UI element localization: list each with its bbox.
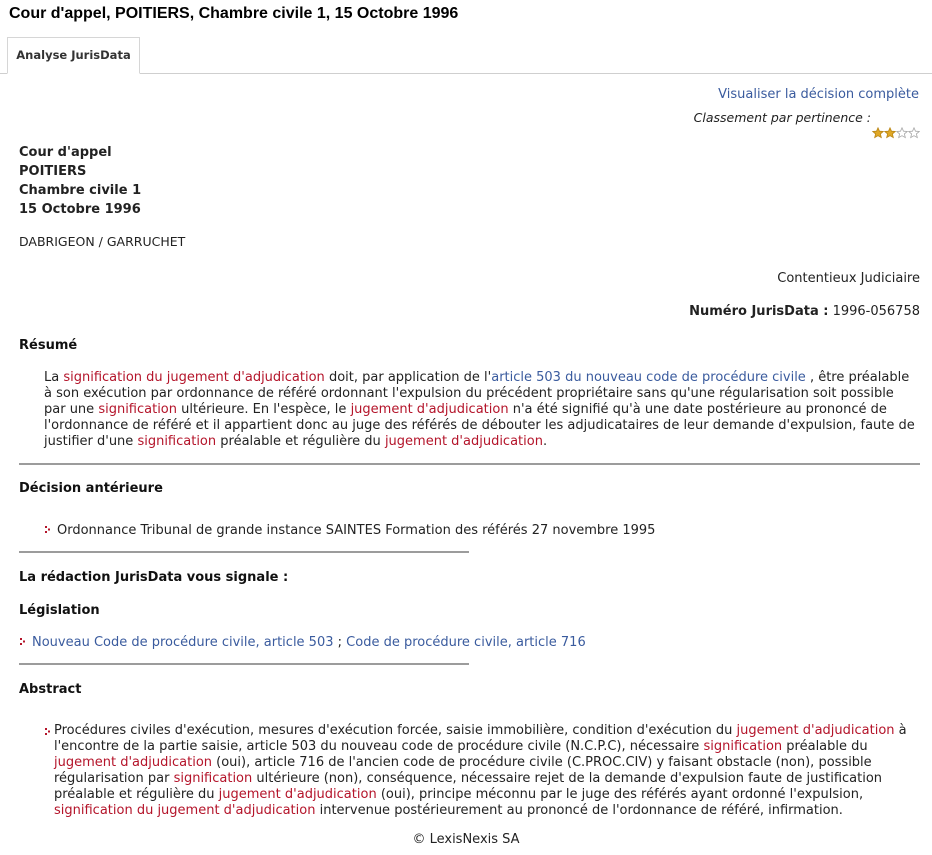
- case-category: Contentieux Judiciaire: [777, 271, 920, 286]
- jurisdata-number: 1996-056758: [832, 304, 920, 319]
- divider: [19, 663, 469, 665]
- abstract-text: [54, 723, 919, 819]
- highlighted-term: jugement d'adjudication: [218, 787, 377, 802]
- abstract-heading: Abstract: [19, 682, 82, 697]
- highlighted-term: signification du jugement d'adjudication: [54, 803, 316, 818]
- ranking-stars: [872, 127, 920, 139]
- text-segment: doit, par application de l': [324, 370, 492, 385]
- highlighted-term: jugement d'adjudication: [350, 402, 509, 417]
- jurisdata-number-label: Numéro JurisData :: [689, 304, 829, 319]
- text-segment: ultérieure. En l'espèce, le: [177, 402, 351, 417]
- highlighted-term: signification du jugement d'adjudication: [63, 370, 325, 385]
- redaction-heading: La rédaction JurisData vous signale :: [19, 570, 289, 585]
- bullet-icon: [44, 525, 53, 534]
- bullet-icon: [19, 637, 28, 646]
- text-segment: Procédures civiles d'exécution, mesures d'exécution forcée, saisie immobilière, condition d'exécution du: [54, 723, 737, 738]
- decision-anterieure-item: [44, 523, 655, 538]
- text-segment: à l'encontre de la partie saisie, article 503 du nouveau code de procédure civile (N.C.P.C), nécessaire: [54, 723, 907, 754]
- tab-bar: [0, 37, 932, 74]
- court-city: POITIERS: [19, 164, 87, 179]
- legislation-separator: ;: [337, 635, 343, 650]
- text-segment: , être préalable à son exécution par ordonnance de référé ordonnant l'expulsion du précédent propriétaire sans qu'une régularisation soit possible par une: [44, 370, 910, 417]
- text-segment: préalable du: [782, 739, 868, 754]
- jurisdata-number-row: [689, 304, 920, 319]
- highlighted-term: jugement d'adjudication: [736, 723, 895, 738]
- star-filled-icon: [872, 127, 884, 139]
- legislation-heading: Législation: [19, 603, 100, 618]
- star-empty-icon: [908, 127, 920, 139]
- star-empty-icon: [896, 127, 908, 139]
- star-filled-icon: [884, 127, 896, 139]
- parties: DABRIGEON / GARRUCHET: [19, 234, 186, 249]
- text-segment: préalable et régulière du: [216, 434, 385, 449]
- divider: [19, 463, 920, 465]
- divider: [19, 551, 469, 553]
- text-segment: intervenue postérieurement au prononcé de l'ordonnance de référé, infirmation.: [315, 803, 843, 818]
- legislation-links: [19, 635, 586, 650]
- decision-date: 15 Octobre 1996: [19, 202, 141, 217]
- abstract-item: [44, 723, 919, 819]
- highlighted-term: signification: [98, 402, 178, 417]
- text-segment: .: [542, 434, 548, 449]
- highlighted-term: jugement d'adjudication: [54, 755, 213, 770]
- text-segment: La: [44, 370, 64, 385]
- decision-anterieure-text: Ordonnance Tribunal de grande instance SAINTES Formation des référés 27 novembre 1995: [57, 523, 656, 538]
- legislation-link-cpc-716[interactable]: Code de procédure civile, article 716: [346, 635, 586, 650]
- text-segment: (oui), principe méconnu par le juge des référés ayant ordonné l'expulsion,: [376, 787, 864, 802]
- decision-anterieure-heading: Décision antérieure: [19, 481, 163, 496]
- inline-link[interactable]: article 503 du nouveau code de procédure civile: [491, 370, 806, 385]
- footer-copyright: © LexisNexis SA: [412, 832, 520, 847]
- highlighted-term: signification: [137, 434, 217, 449]
- page-title: Cour d'appel, POITIERS, Chambre civile 1, 15 Octobre 1996: [9, 5, 459, 22]
- bullet-icon: [44, 727, 53, 736]
- text-segment: n'a été signifié qu'à une date postérieure au prononcé de l'ordonnance de référé et il appartient donc au juge des référés de débouter les adjudicataires de leur demande d'expulsion, faute de justifier d'une: [44, 402, 915, 449]
- highlighted-term: signification: [703, 739, 783, 754]
- resume-heading: Résumé: [19, 338, 78, 353]
- court-chamber: Chambre civile 1: [19, 183, 142, 198]
- resume-text: [44, 370, 919, 450]
- tab-analyse-jurisdata[interactable]: Analyse JurisData: [7, 37, 140, 74]
- text-segment: (oui), article 716 de l'ancien code de procédure civile (C.PROC.CIV) y faisant obstacle (non), possible régularisation par: [54, 755, 872, 786]
- ranking-label: Classement par pertinence :: [693, 110, 871, 125]
- text-segment: ultérieure (non), conséquence, nécessaire rejet de la demande d'expulsion faute de justification préalable et régulière du: [54, 771, 883, 802]
- court-type: Cour d'appel: [19, 145, 112, 160]
- highlighted-term: signification: [173, 771, 253, 786]
- view-full-decision-link[interactable]: Visualiser la décision complète: [718, 87, 919, 102]
- highlighted-term: jugement d'adjudication: [384, 434, 543, 449]
- legislation-link-ncpc-503[interactable]: Nouveau Code de procédure civile, article 503: [32, 635, 334, 650]
